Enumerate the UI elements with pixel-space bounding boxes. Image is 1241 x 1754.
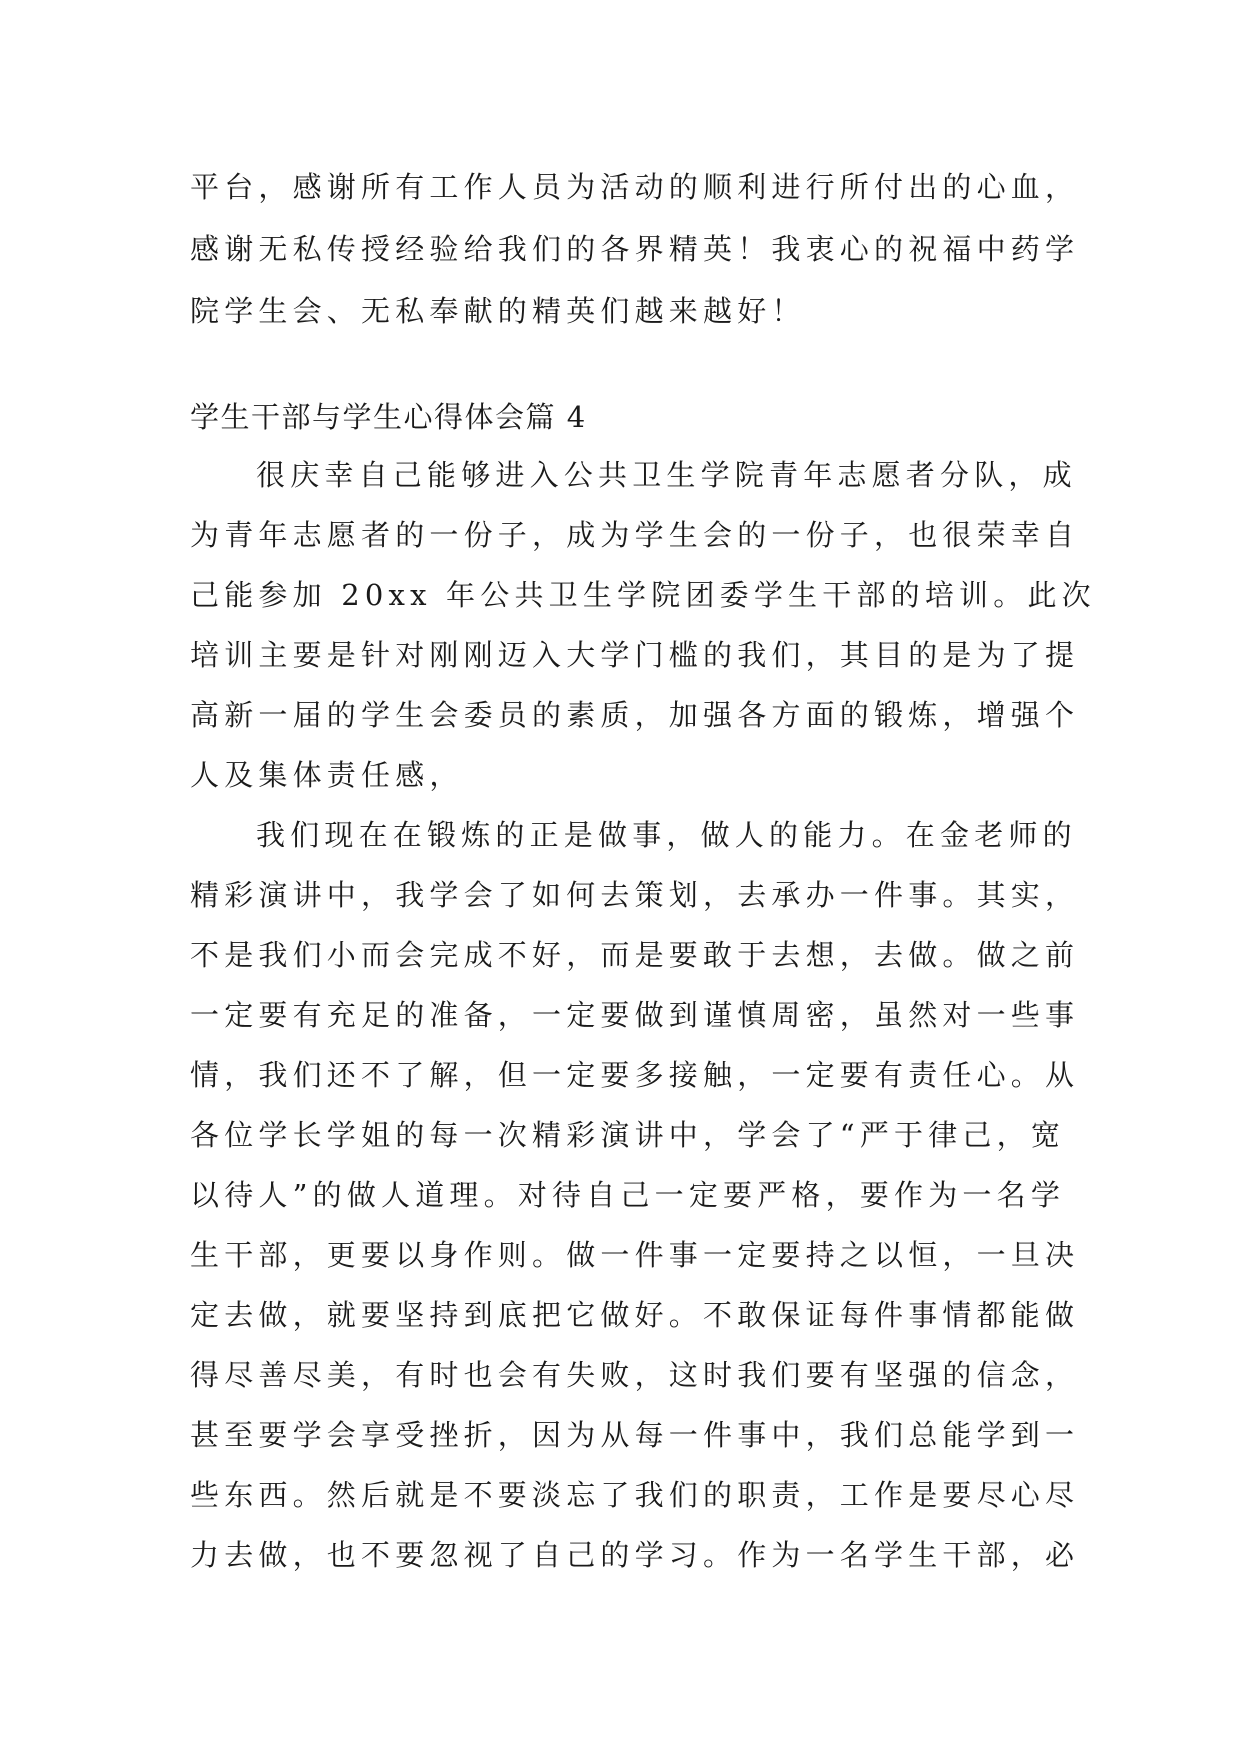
intro-line-2: 感谢无私传授经验给我们的各界精英！我衷心的祝福中药学	[190, 232, 1080, 266]
paragraph2-line-3: 不是我们小而会完成不好，而是要敢于去想，去做。做之前	[190, 938, 1080, 972]
paragraph1-line-2: 为青年志愿者的一份子，成为学生会的一份子，也很荣幸自	[190, 518, 1080, 552]
paragraph1-line-3: 己能参加 20xx 年公共卫生学院团委学生干部的培训。此次	[190, 578, 1096, 612]
paragraph2-line-9: 定去做，就要坚持到底把它做好。不敢保证每件事情都能做	[190, 1298, 1080, 1332]
paragraph2-line-1: 我们现在在锻炼的正是做事，做人的能力。在金老师的	[256, 818, 1077, 852]
paragraph2-line-10: 得尽善尽美，有时也会有失败，这时我们要有坚强的信念，	[190, 1358, 1080, 1392]
paragraph1-line-4: 培训主要是针对刚刚迈入大学门槛的我们，其目的是为了提	[190, 638, 1080, 672]
section-title: 学生干部与学生心得体会篇 4	[190, 400, 587, 434]
paragraph1-line-1: 很庆幸自己能够进入公共卫生学院青年志愿者分队，成	[256, 458, 1077, 492]
paragraph2-line-11: 甚至要学会享受挫折，因为从每一件事中，我们总能学到一	[190, 1418, 1080, 1452]
paragraph2-line-2: 精彩演讲中，我学会了如何去策划，去承办一件事。其实，	[190, 878, 1080, 912]
paragraph2-line-8: 生干部，更要以身作则。做一件事一定要持之以恒，一旦决	[190, 1238, 1080, 1272]
paragraph1-line-6: 人及集体责任感，	[190, 758, 464, 792]
paragraph2-line-7: 以待人”的做人道理。对待自己一定要严格，要作为一名学	[190, 1178, 1066, 1212]
paragraph2-line-13: 力去做，也不要忽视了自己的学习。作为一名学生干部，必	[190, 1538, 1080, 1572]
intro-line-1: 平台，感谢所有工作人员为活动的顺利进行所付出的心血，	[190, 170, 1080, 204]
paragraph2-line-6: 各位学长学姐的每一次精彩演讲中，学会了“严于律己，宽	[190, 1118, 1066, 1152]
paragraph1-line-5: 高新一届的学生会委员的素质，加强各方面的锻炼，增强个	[190, 698, 1080, 732]
paragraph2-line-4: 一定要有充足的准备，一定要做到谨慎周密，虽然对一些事	[190, 998, 1080, 1032]
intro-line-3: 院学生会、无私奉献的精英们越来越好！	[190, 294, 806, 328]
paragraph2-line-5: 情，我们还不了解，但一定要多接触，一定要有责任心。从	[190, 1058, 1080, 1092]
paragraph2-line-12: 些东西。然后就是不要淡忘了我们的职责，工作是要尽心尽	[190, 1478, 1080, 1512]
